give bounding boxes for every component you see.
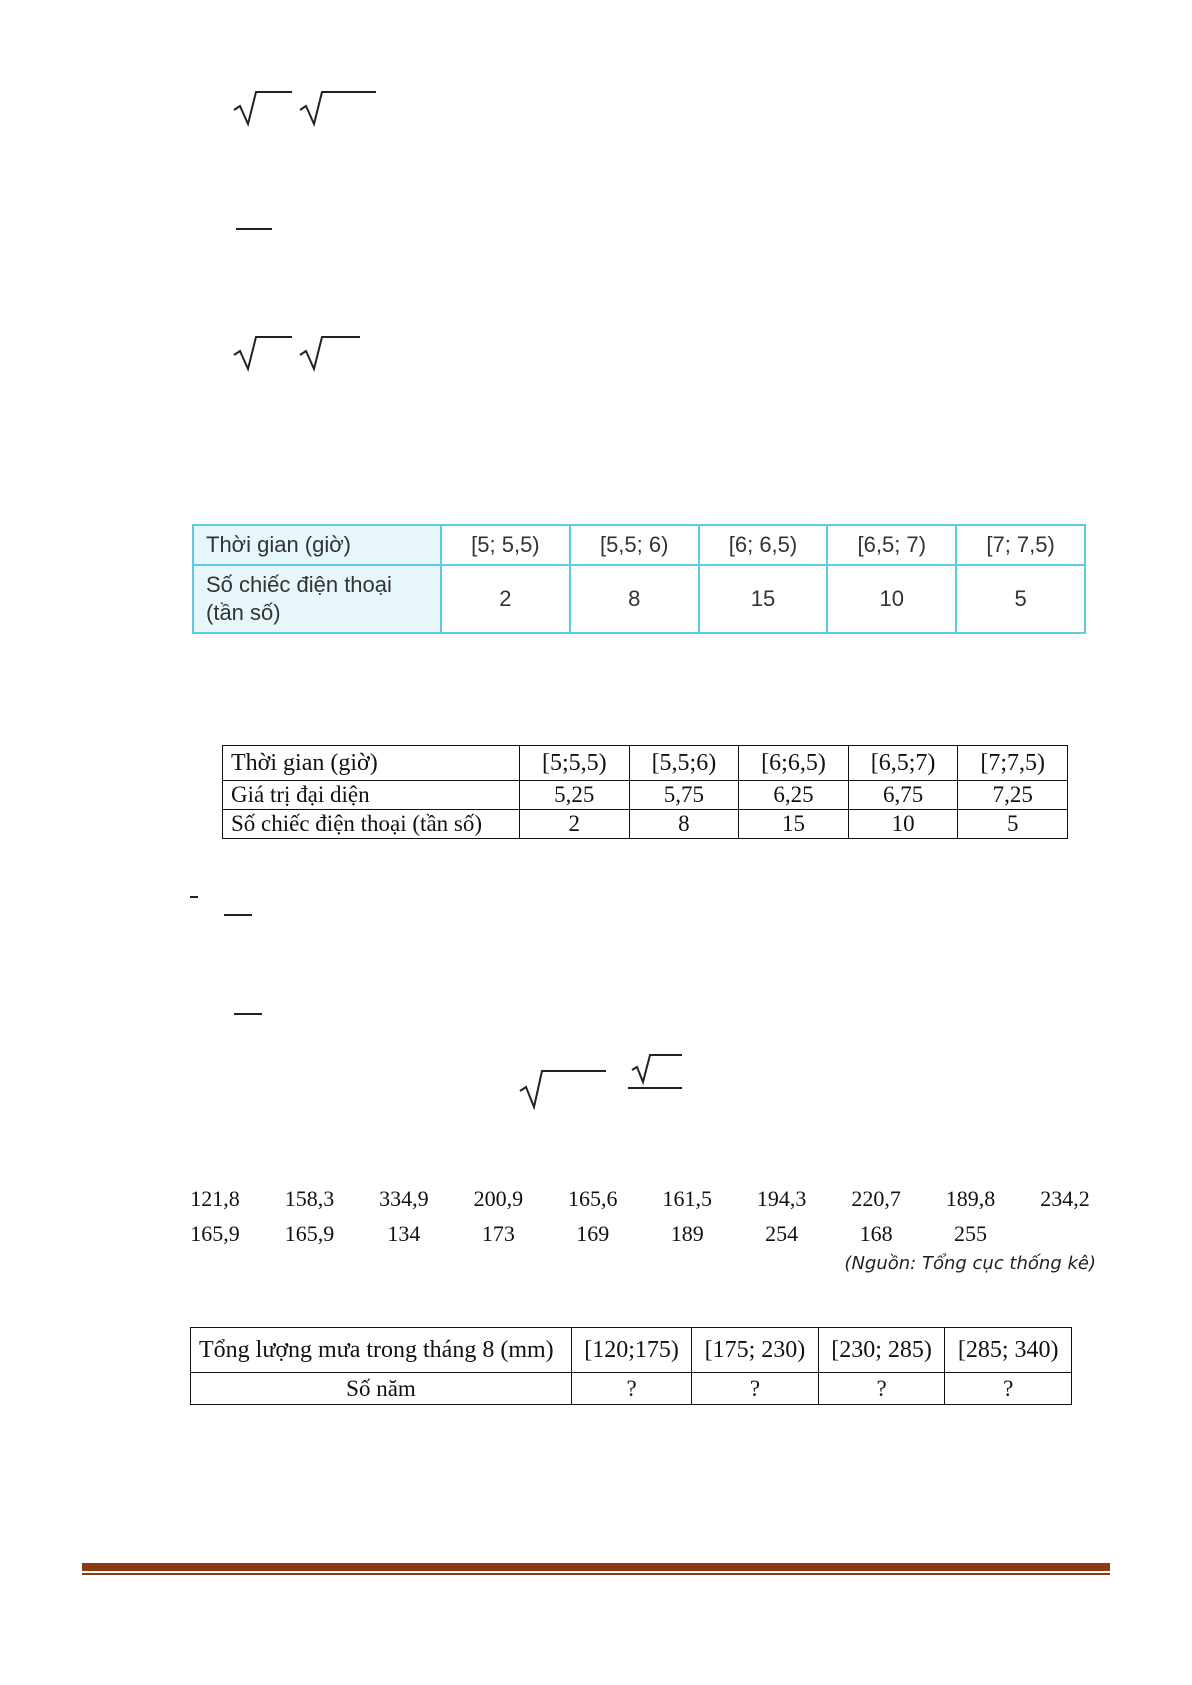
- data-value: 165,9: [190, 1221, 240, 1246]
- table-row: [223, 810, 1068, 839]
- table-header-cell: Thời gian (giờ): [193, 525, 441, 565]
- interval-cell: [5;5,5): [520, 746, 630, 781]
- data-value: 255: [954, 1221, 987, 1246]
- frequency-cell: 2: [520, 810, 630, 839]
- data-value: 189: [670, 1221, 704, 1246]
- interval-cell: [6,5; 7): [827, 525, 956, 565]
- table-header-cell: Thời gian (giờ): [223, 746, 520, 781]
- frequency-cell: 15: [739, 810, 849, 839]
- sqrt-symbol: [232, 88, 302, 128]
- fraction-bar: [628, 1087, 682, 1089]
- table-header-cell: Số chiếc điện thoại (tần số): [223, 810, 520, 839]
- count-cell: ?: [572, 1373, 692, 1405]
- rainfall-data-row-2: [180, 1221, 1100, 1251]
- interval-cell: [7;7,5): [958, 746, 1068, 781]
- table-header-cell: Giá trị đại diện: [223, 781, 520, 810]
- sqrt-symbol: [630, 1052, 686, 1086]
- table-header-cell: Tổng lượng mưa trong tháng 8 (mm): [191, 1328, 572, 1373]
- interval-cell: [175; 230): [692, 1328, 819, 1373]
- midpoint-cell: 5,25: [520, 781, 630, 810]
- footer-divider: [82, 1563, 1110, 1571]
- table-header-cell: [193, 565, 441, 633]
- footer-divider-thin: [82, 1573, 1110, 1575]
- frequency-table-colored: [192, 524, 1086, 634]
- data-value: 334,9: [379, 1186, 429, 1211]
- sqrt-symbol: [518, 1067, 608, 1111]
- count-cell: ?: [945, 1373, 1072, 1405]
- frequency-cell: 10: [848, 810, 958, 839]
- table-row: [223, 781, 1068, 810]
- frequency-cell: 8: [629, 810, 739, 839]
- data-value: 158,3: [284, 1186, 335, 1211]
- data-value: 254: [765, 1221, 799, 1246]
- freq-label-line1: Số chiếc điện thoại: [206, 572, 392, 597]
- rainfall-grouped-table: [190, 1327, 1072, 1405]
- data-value: 200,9: [473, 1186, 524, 1211]
- data-value: 173: [481, 1221, 515, 1246]
- frequency-cell: 5: [956, 565, 1085, 633]
- fraction-bar: [224, 914, 252, 916]
- table-row: [193, 525, 1085, 565]
- midpoint-cell: 5,75: [629, 781, 739, 810]
- fraction-bar: [236, 228, 272, 230]
- data-value: 168: [859, 1221, 893, 1246]
- frequency-cell: 10: [827, 565, 956, 633]
- data-value: 134: [387, 1221, 421, 1246]
- data-value: 165,6: [568, 1186, 618, 1211]
- midpoint-cell: 6,75: [848, 781, 958, 810]
- data-value: 194,3: [756, 1186, 807, 1211]
- data-value: 161,5: [662, 1186, 712, 1211]
- interval-cell: [5; 5,5): [441, 525, 570, 565]
- frequency-cell: 2: [441, 565, 570, 633]
- table-row: [191, 1328, 1072, 1373]
- interval-cell: [285; 340): [945, 1328, 1072, 1373]
- table-row: [193, 565, 1085, 633]
- interval-cell: [6,5;7): [848, 746, 958, 781]
- data-value: 165,9: [284, 1221, 335, 1246]
- data-value-empty: [1030, 1221, 1100, 1251]
- table-row: [223, 746, 1068, 781]
- fraction-bar: [234, 1013, 262, 1015]
- sqrt-symbol: [298, 333, 368, 373]
- interval-cell: [230; 285): [818, 1328, 945, 1373]
- table-row: [191, 1373, 1072, 1405]
- data-value: 234,2: [1040, 1186, 1090, 1211]
- interval-cell: [7; 7,5): [956, 525, 1085, 565]
- data-value: 169: [576, 1221, 610, 1246]
- interval-cell: [5,5; 6): [570, 525, 699, 565]
- interval-cell: [6;6,5): [739, 746, 849, 781]
- count-cell: ?: [818, 1373, 945, 1405]
- sqrt-symbol: [232, 333, 302, 373]
- table-header-cell: Số năm: [191, 1373, 572, 1405]
- frequency-cell: 8: [570, 565, 699, 633]
- data-value: 121,8: [190, 1186, 240, 1211]
- interval-cell: [5,5;6): [629, 746, 739, 781]
- midpoint-cell: 7,25: [958, 781, 1068, 810]
- data-value: 189,8: [945, 1186, 996, 1211]
- source-note: (Nguồn: Tổng cục thống kê): [844, 1253, 1096, 1274]
- frequency-table-midpoints: [222, 745, 1068, 839]
- interval-cell: [120;175): [572, 1328, 692, 1373]
- data-value: 220,7: [851, 1186, 901, 1211]
- rainfall-data-row-1: [180, 1186, 1100, 1216]
- freq-label-line2: (tần số): [206, 600, 281, 625]
- frequency-cell: 15: [699, 565, 828, 633]
- frequency-cell: 5: [958, 810, 1068, 839]
- interval-cell: [6; 6,5): [699, 525, 828, 565]
- midpoint-cell: 6,25: [739, 781, 849, 810]
- mean-overbar: [190, 896, 198, 898]
- sqrt-symbol: [298, 88, 378, 128]
- count-cell: ?: [692, 1373, 819, 1405]
